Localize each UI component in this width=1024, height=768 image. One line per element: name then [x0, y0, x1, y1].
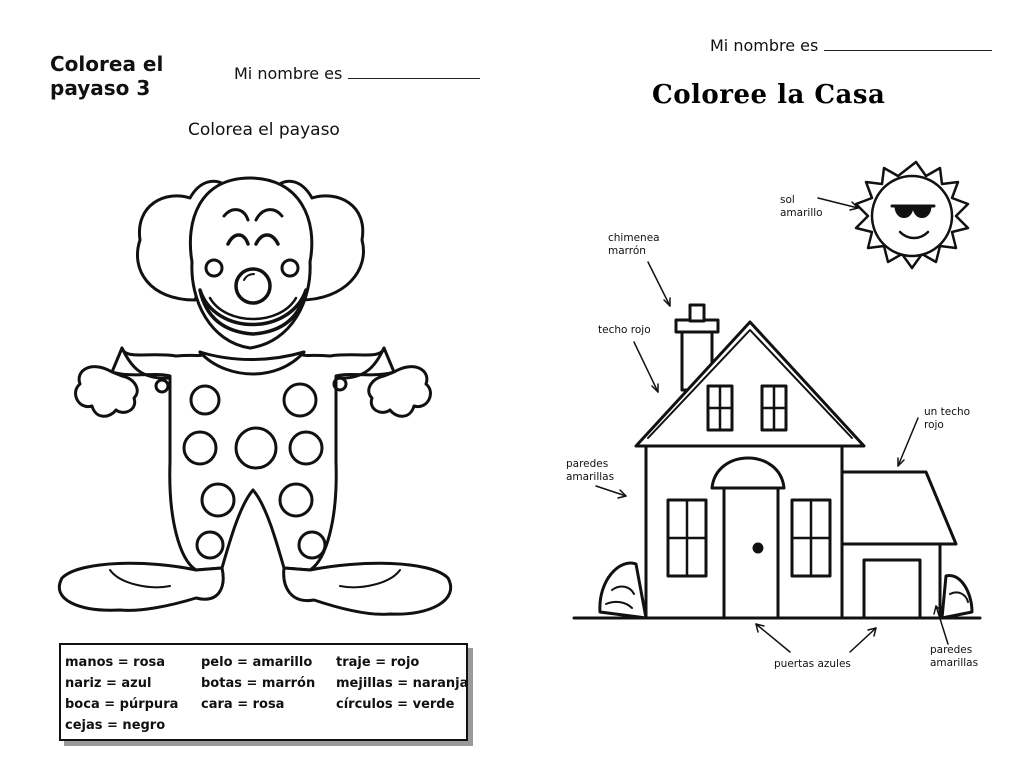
legend-entry: nariz = azul: [65, 676, 152, 691]
house-page-title: Coloree la Casa: [652, 80, 886, 110]
legend-entry: boca = púrpura: [65, 697, 179, 712]
label-line: paredes: [566, 458, 609, 470]
label-line: techo rojo: [598, 324, 651, 336]
label-line: amarillas: [566, 471, 615, 483]
clown-name-label: Mi nombre es: [234, 64, 343, 83]
garage-roof: [842, 472, 956, 544]
label-line: un techo: [924, 406, 971, 418]
clown-title-text: Colorea el payaso 3: [50, 52, 164, 100]
bush-left: [600, 563, 646, 618]
legend-entry: cara = rosa: [201, 697, 285, 712]
label-line: rojo: [924, 419, 944, 431]
label-line: puertas azules: [774, 658, 851, 670]
legend-entry: círculos = verde: [336, 697, 455, 712]
label-paredes-right: [930, 644, 978, 670]
legend-entry: mejillas = naranja: [336, 676, 469, 691]
label-techo: [598, 324, 651, 337]
bush-right: [942, 575, 972, 618]
label-puertas: [774, 658, 851, 671]
label-un-techo: [924, 406, 970, 432]
house-name-label: Mi nombre es: [710, 36, 819, 55]
legend-entry: pelo = amarillo: [201, 655, 313, 670]
house-drawing: [574, 305, 980, 618]
legend-entry: manos = rosa: [65, 655, 166, 670]
label-chimenea: [608, 232, 660, 258]
label-sol: [780, 194, 823, 220]
label-line: chimenea: [608, 232, 660, 244]
label-line: amarillo: [780, 207, 823, 219]
legend-entry: cejas = negro: [65, 718, 166, 733]
label-line: sol: [780, 194, 795, 206]
main-roof: [636, 322, 864, 446]
label-paredes-left: [566, 458, 614, 484]
sun-drawing: [856, 162, 968, 268]
legend-entry: traje = rojo: [336, 655, 420, 670]
clown-subtitle: Colorea el payaso: [188, 120, 340, 140]
label-line: amarillas: [930, 657, 979, 669]
label-line: marrón: [608, 245, 646, 257]
label-line: paredes: [930, 644, 973, 656]
legend-entry: botas = marrón: [201, 676, 316, 691]
